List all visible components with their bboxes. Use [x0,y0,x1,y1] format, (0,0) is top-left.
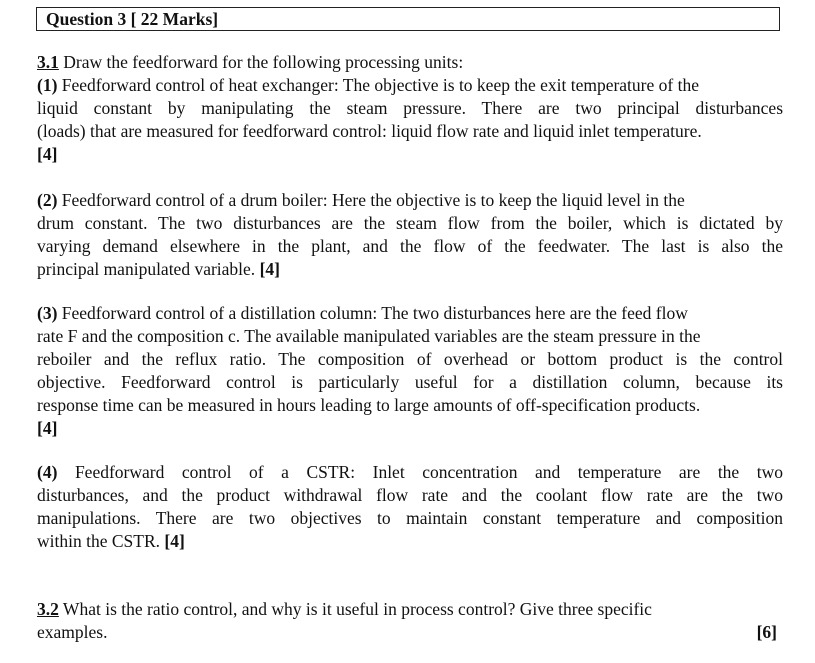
item3-block [37,302,783,440]
q31-block [37,51,783,166]
item3-line-2: rate F and the composition c. The available manipulated variables are the steam pressure in the [37,326,701,346]
item4-line-1: (4) Feedforward control of a CSTR: Inlet concentration and temperature are the two [37,462,783,482]
item3-marks: [4] [37,418,58,438]
item4-block [37,461,783,553]
q31-number: 3.1 [37,52,59,72]
q32-block [37,598,783,644]
item4-label: (4) [37,462,58,482]
item2-line-1: (2) Feedforward control of a drum boiler: Here the objective is to keep the liquid level in the [37,190,685,210]
question-header [36,7,780,31]
item2-line-4: principal manipulated variable. [4] [37,259,280,279]
item1-line-3: (loads) that are measured for feedforward control: liquid flow rate and liquid inlet temperature. [37,121,702,141]
item3-line-5: response time can be measured in hours leading to large amounts of off-specification products. [37,395,701,415]
item2-line-3: varying demand elsewhere in the plant, and the flow of the feedwater. The last is also the [37,236,783,256]
item4-line-2: disturbances, and the product withdrawal flow rate and the coolant flow rate are the two [37,485,783,505]
q32-marks: [6] [756,622,777,642]
item1-label: (1) [37,75,58,95]
item2-line-2: drum constant. The two disturbances are the steam flow from the boiler, which is dictated by [37,213,783,233]
item2-label: (2) [37,190,58,210]
item3-label: (3) [37,303,58,323]
item4-line-4: within the CSTR. [4] [37,531,185,551]
question-title: Question 3 [ 22 Marks] [46,9,219,29]
item4-marks: [4] [164,531,185,551]
item3-line-1: (3) Feedforward control of a distillation column: The two disturbances here are the feed flow [37,303,688,323]
q31-intro: Draw the feedforward for the following processing units: [58,52,464,72]
item1-line-2: liquid constant by manipulating the steam pressure. There are two principal disturbances [37,98,783,118]
q31-intro-line [37,51,783,74]
item2-block [37,189,783,281]
q32-number: 3.2 [37,599,59,619]
q32-line-2: examples. [6] [37,622,777,642]
item1-line-1: (1) Feedforward control of heat exchanger: The objective is to keep the exit temperature of the [37,75,699,95]
item1-marks: [4] [37,144,58,164]
item3-line-3: reboiler and the reflux ratio. The composition of overhead or bottom product is the control [37,349,783,369]
item4-line-3: manipulations. There are two objectives to maintain constant temperature and composition [37,508,783,528]
q32-line-1: 3.2 What is the ratio control, and why is it useful in process control? Give three specific [37,599,652,619]
item3-line-4: objective. Feedforward control is particularly useful for a distillation column, because its [37,372,783,392]
item2-marks: [4] [259,259,280,279]
